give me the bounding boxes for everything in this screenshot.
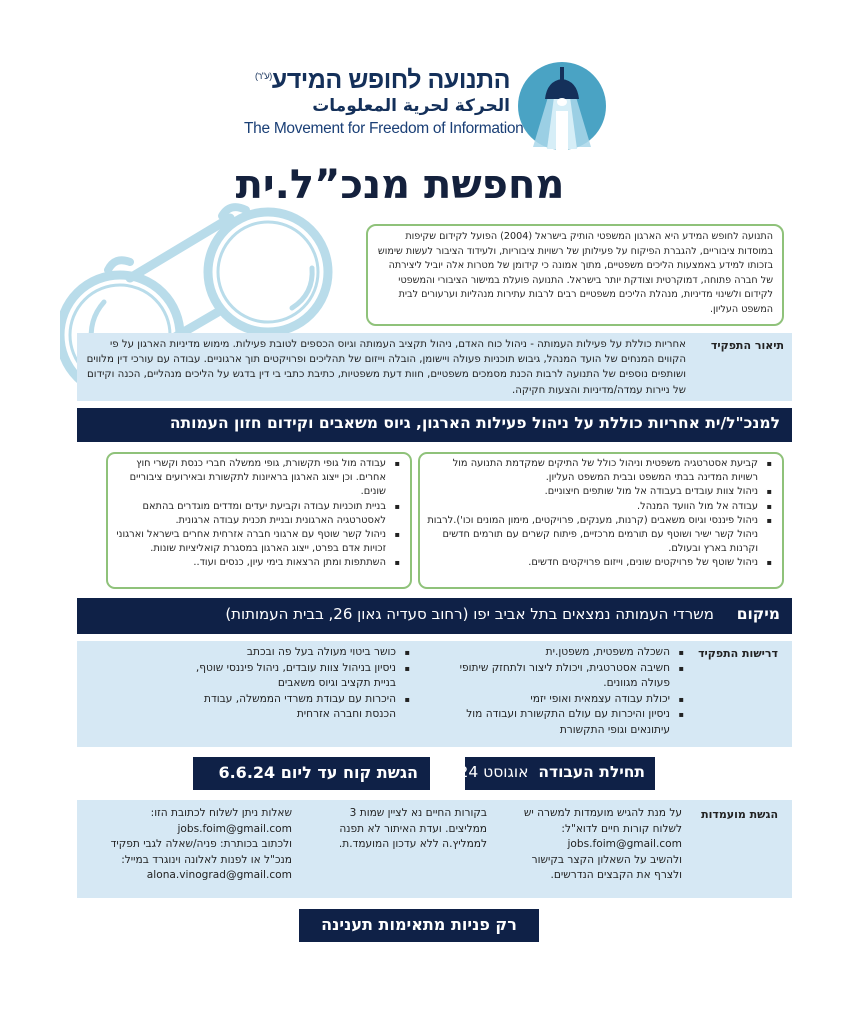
requirement-item: ▪ היכרות עם עבודת משרדי הממשלה, עבודת הכנסת וחברה אזרחית — [172, 692, 412, 723]
duty-item: ▪ ניהול צוות עובדים בעבודה אל מול שותפים חיצוניים. — [426, 485, 774, 499]
requirement-item: ▪ כושר ביטוי מעולה בעל פה ובכתב — [172, 645, 412, 661]
questions-text: שאלות ניתן לשלוח לכתובת הזו: — [150, 807, 292, 819]
requirement-item: ▪ יכולת עבודה עצמאית ואופי יזמי — [436, 692, 686, 708]
lamp-logo-icon — [517, 61, 607, 151]
duty-item: ▪ ניהול קשר שוטף עם ארגוני חברה אזרחית אחרים בישראל וארגוני זכויות אדם בפרט, ייצוג הארגון במסגרת קואליציות שונות. — [114, 528, 402, 556]
logo-english-name: The Movement for Freedom of Information — [244, 120, 524, 137]
duty-item: ▪ ניהול שוטף של פרויקטים שונים, וייזום פרויקטים חדשים. — [426, 556, 774, 570]
requirement-item: ▪ חשיבה אסטרטגית, ויכולת ליצור ולתחזק שיתופי פעולה מגוונים. — [436, 661, 686, 692]
logo-arabic-name: الحركة لحرية المعلومات — [312, 96, 510, 116]
duties-box-right — [418, 452, 784, 589]
requirement-item: ▪ ניסיון והיכרות עם עולם התקשורת ועבודה מול עיתונאים וגופי התקשורת — [436, 707, 686, 738]
submission-instructions-2: ולהשיב על השאלון הקצר בקישור ולצרף את הקבצים הנדרשים. — [531, 853, 682, 882]
logo-hebrew-text: התנועה לחופש המידע — [271, 66, 510, 94]
duty-item: ▪ עבודה מול גופי תקשורת, גופי ממשלה חברי כנסת וקשרי חוץ אחרים. וכן ייצוג הארגון בראיונות לתקשורת ובאירועים ציבוריים שונים. — [114, 457, 402, 500]
deadline-box — [193, 757, 430, 790]
location-text: משרדי העמותה נמצאים בתל אביב יפו (רחוב סעדיה גאון 26, בבית העמותות) — [225, 605, 714, 623]
page-title: מחפשת מנכ”ל.ית — [235, 162, 565, 208]
location-bar — [77, 598, 792, 634]
submission-label: הגשת מועמדות — [701, 808, 778, 821]
references-note: בקורות החיים נא לציין שמות 3 ממליצים. ועדת האיתור לא תפנה לממליץ.ה ללא עדכון המועמד.ת. — [338, 807, 487, 851]
duty-item: ▪ בניית תוכניות עבודה וקביעת יעדים ומדדים מוגדרים בהתאם לאסטרטגיה הארגונית ובניית תכנית עבודה ארגונית. — [114, 500, 402, 528]
about-organization-box: התנועה לחופש המידע היא הארגון המשפטי הותיק בישראל (2004) הפועל לקידום שקיפות במוסדות ציבוריים, להגברת הפיקוח על פעילותן של רשויות ציבוריות, ולעידוד הציבור לעשות שימוש בזכותו למידע באמצעות הליכים משפטיים, מתוך אמונה כי קידומן של מטרות אלה יוביל ליצירתה של חברה פתוחה, דמוקרטית וצודקת יותר בישראל. התנועה פועלת במישור הציבורי והמשפטי לקידום ולשינוי מדיניות, מנהלת הליכים משפטיים רבים לרבות עתירות מנהליות וערעורים לבית המשפט העליון. — [366, 224, 784, 326]
start-date-box — [438, 757, 655, 790]
requirements-label: דרישות התפקיד — [698, 647, 778, 660]
location-label: מיקום — [736, 605, 780, 623]
questions-text-2: ולכתוב בכותרת: פניה/שאלה לגבי תפקיד מנכ"ל או לפנות לאלונה וינוגרד במייל: — [110, 838, 292, 866]
submission-section — [77, 800, 792, 898]
footer-bar — [299, 909, 539, 942]
headline-text: למנכ"ל/ית אחריות כוללת על ניהול פעילות הארגון, גיוס משאבים וקידום חזון העמותה — [169, 414, 780, 432]
questions-email-link[interactable]: jobs.foim@gmail.com — [177, 822, 292, 835]
headline-bar — [77, 408, 792, 442]
role-description-label: תיאור התפקיד — [710, 339, 784, 352]
requirements-section — [77, 641, 792, 747]
duty-item: ▪ השתתפות ומתן הרצאות בימי עיון, כנסים ועוד.. — [114, 556, 402, 570]
submission-instructions: על מנת להגיש מועמדות למשרה יש לשלוח קורות חיים לדוא"ל: — [523, 807, 682, 835]
duties-box-left — [106, 452, 412, 589]
requirement-item: ▪ השכלה משפטית, משפטן.ית — [436, 645, 686, 661]
duty-item: ▪ קביעת אסטרטגיה משפטית וניהול כולל של התיקים שמקדמת התנועה מול רשויות המדינה בבתי המשפט ובבית המשפט העליון. — [426, 457, 774, 485]
registered-mark: (ע"ר) — [254, 70, 272, 81]
contact-email-link[interactable]: alona.vinograd@gmail.com — [146, 869, 292, 882]
role-description-section — [77, 333, 792, 401]
duty-item: ▪ ניהול פיננסי וגיוס משאבים (קרנות, מענקים, פרויקטים, מימון המונים וכו').לרבות ניהול קשר ישיר ושוטף עם תורמים מרכזיים, פיתוח קשרים עם תורמים חדשים וקרנות בארץ ובעולם. — [426, 514, 774, 557]
start-value: אוגוסט 2024 — [438, 763, 529, 781]
requirement-item: ▪ ניסיון בניהול צוות עובדים, ניהול פיננסי שוטף, בניית תקציב וגיוס משאבים — [172, 661, 412, 692]
role-description-text: אחריות כוללת על פעילות העמותה - ניהול כוח האדם, ניהול תקציב העמותה וגיוס הכספים לטובת פעילות. מימוש מדיניות הארגון על פי הקווים המנחים של הועד המנהל, גיבוש תוכניות פעולה ויישומן, הובלה וייזום של תהליכים ופרויקטים תוך ארגוניים. עבודה עם עורכי דין מלווים ושותפים נוספים של התנועה לרבות הכנת מסמכים משפטיים, חוות דעת משפטיות, כתיבת כתבי בי דין בדגש על הליכים מנהליים, הכנה וקידום של ניירות עמדה/מדיניות והצעות חקיקה. — [86, 339, 686, 396]
duty-item: ▪ עבודה אל מול הוועד המנהל. — [426, 500, 774, 514]
logo-hebrew-name — [250, 66, 510, 95]
start-label: תחילת העבודה — [538, 763, 645, 781]
jobs-email-link[interactable]: jobs.foim@gmail.com — [567, 838, 682, 851]
deadline-text: הגשת קוח עד ליום 6.6.24 — [218, 763, 418, 782]
footer-text: רק פניות מתאימות תענינה — [321, 915, 517, 934]
